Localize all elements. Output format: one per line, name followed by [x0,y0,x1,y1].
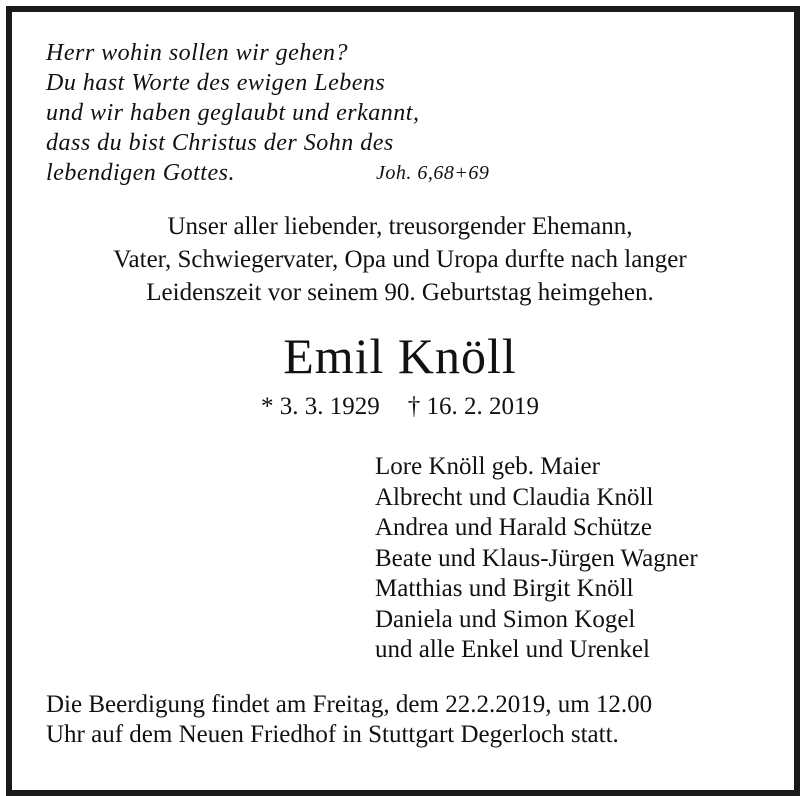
mourner-entry: Daniela und Simon Kogel [375,605,636,633]
announcement-line: Leidenszeit vor seinem 90. Geburtstag heimgehen. [146,279,654,306]
mourner-entry: Beate und Klaus-Jürgen Wagner [375,544,698,572]
announcement-line: Unser aller liebender, treusorgender Ehemann, [167,213,633,240]
mourners-list [375,452,698,666]
mourner-entry: Matthias und Birgit Knöll [375,575,634,602]
death-date: † 16. 2. 2019 [407,393,539,420]
funeral-line: Die Beerdigung findet am Freitag, dem 22.2.2019, um 12.00 [46,691,653,718]
life-dates [0,390,800,424]
funeral-info [46,690,652,750]
verse-source: Joh. 6,68+69 [376,162,490,184]
mourner-entry: und alle Enkel und Urenkel [375,636,650,663]
announcement-text [0,210,800,309]
announcement-line: Vater, Schwiegervater, Opa und Uropa durfte nach langer [113,246,687,273]
funeral-line: Uhr auf dem Neuen Friedhof in Stuttgart Degerloch statt. [46,721,619,748]
verse-line: und wir haben geglaubt und erkannt, [46,100,420,126]
verse-line: Herr wohin sollen wir gehen? [46,40,348,66]
verse-line: dass du bist Christus der Sohn des [46,130,394,156]
bible-verse [46,38,490,188]
deceased-name: Emil Knöll [283,328,517,384]
verse-line: Du hast Worte des ewigen Lebens [46,70,386,96]
mourner-entry: Andrea und Harald Schütze [375,514,652,541]
mourner-entry: Albrecht und Claudia Knöll [375,483,654,511]
birth-date: * 3. 3. 1929 [261,393,380,420]
verse-line: lebendigen Gottes. [46,160,235,186]
mourner-entry: Lore Knöll geb. Maier [375,453,600,480]
